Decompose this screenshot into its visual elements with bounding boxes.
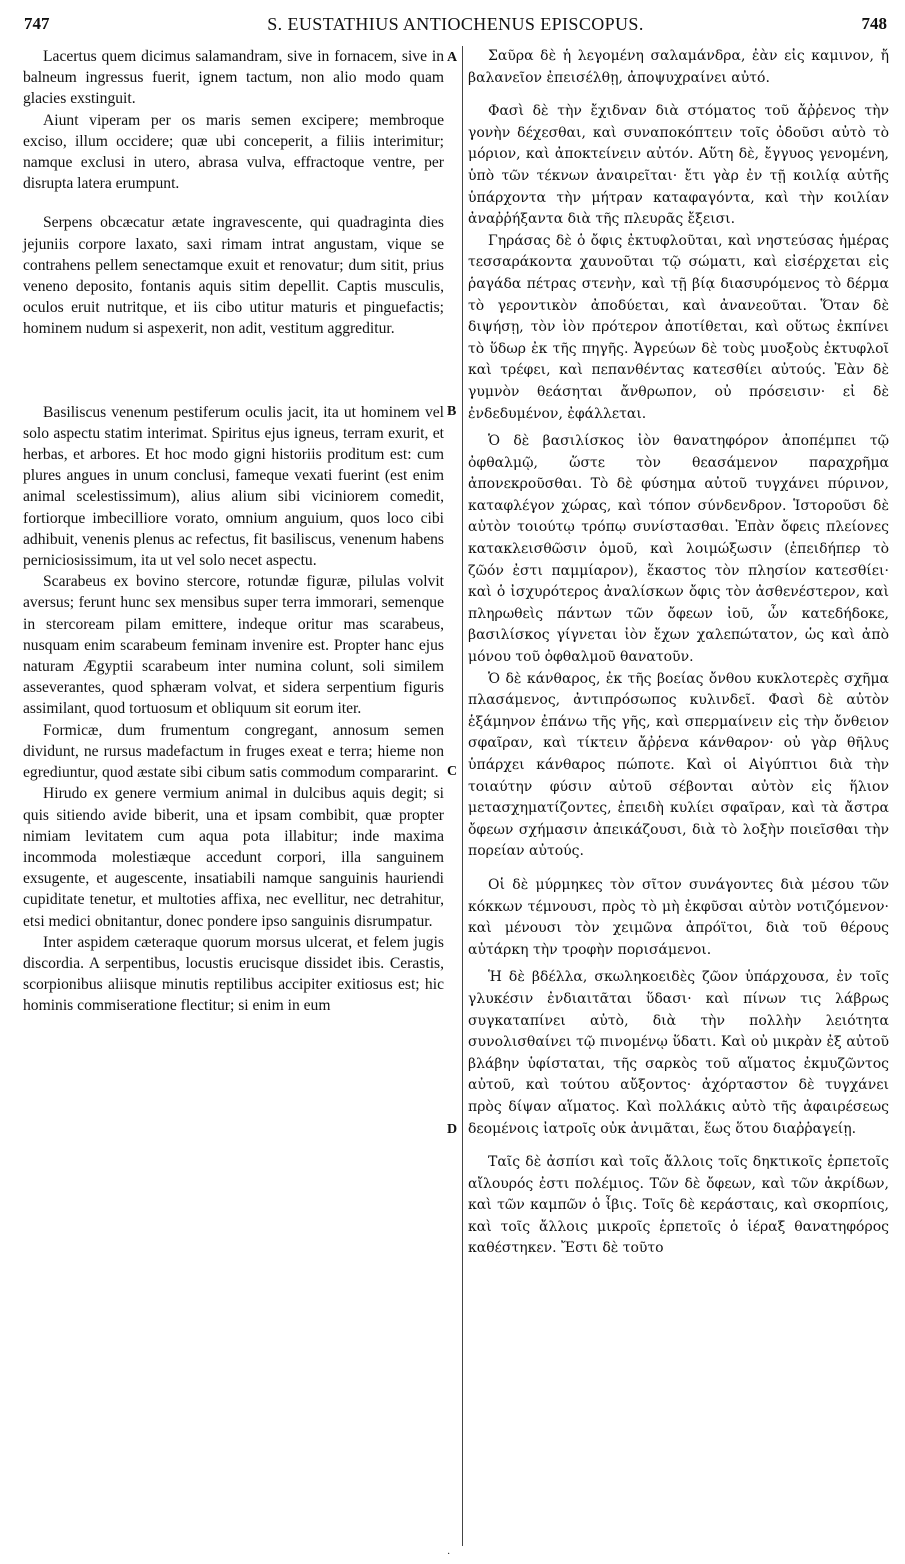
bottom-dot: · [447,1549,451,1560]
greek-column [468,46,889,1260]
margin-letter-c: C [447,764,458,779]
latin-paragraph-enmities: Inter aspidem cæteraque quorum morsus ulcerat, et felem jugis discordia. A serpentibus, locustis erucisque dissidet ibis. Cerastis, scorpionibus aliisque minutis reptilibus accipiter exitiosus est; hic hominis commiseratione flectitur; si enim in eum [23,933,444,1015]
greek-paragraph-basilisk: Ὁ δὲ βασιλίσκος ἰὸν θανατηφόρον ἀποπέμπει τῷ ὀφθαλμῷ, ὥστε τὸν θεασάμενον παραχρῆμα ἀπονεκροῦσθαι. Τὸ δὲ φύσημα αὐτοῦ τυγχάνει πύρινον, καταφλέγον χώρας, καὶ τόπον σύνδενδρον. Ἱστοροῦσι δὲ αὐτὸν τοιούτῳ τρόπῳ συνίστασθαι. Ἐπὰν ὄφεις πλείονες κατακλεισθῶσιν ὁμοῦ, καὶ λοιμώξωσιν (ἐπειδήπερ τὸ ζῶόν ἐστι παμμίαρον), ἕκαστος τὸν πλησίον κατεσθίει· καὶ ὁ ἰσχυρότερος ἀναλίσκων ὄφις τὸν ἀσθενέστερον, καὶ πληρωθεὶς πάντων τῶν ὄφεων ἰοῦ, ὧν κατεδήδοκε, βασιλίσκος γίγνεται ἰὸν ἔχων χαλεπώτατον, ὡς καὶ ἀπὸ μόνου τοῦ ὀφθαλμοῦ θανατοῦν. [468,433,889,666]
greek-paragraph-salamander: Σαῦρα δὲ ἡ λεγομένη σαλαμάνδρα, ἐὰν εἰς καμινον, ἤ βαλανεῖον ἐπεισέλθῃ, ἀποψυχραίνει αὐτό. [468,48,889,86]
latin-paragraph-serpent: Serpens obcæcatur ætate ingravescente, qui quadraginta dies jejuniis corpore laxato, saxi rimam intrat angustam, vique se contrahens pellem senectamque exuit et renovatur; dum sitit, prius veneno deposito, fontanis aquis sitim depellit. Captis musculis, oculos eruit nutritque, et iis cibo utitur maturis et pinguefactis; hominem nudum si aspexerit, non adit, vestitum aggreditur. [23,214,444,338]
greek-paragraph-viper: Φασὶ δὲ τὴν ἔχιδναν διὰ στόματος τοῦ ἄῤῥενος τὴν γονὴν δέχεσθαι, καὶ συναποκόπτειν τοῖς ὀδοῦσι αὐτὸ τὸ μόριον, καὶ ἀποκτείνειν αὐτόν. Αὕτη δὲ, ἔγγυος γενομένη, ὑπὸ τῶν τέκνων ἀναιρεῖται· ἔτι γὰρ ἐν τῇ κοιλίᾳ αὐτῆς ὑπάρχοντα τὴν μήτραν καταφαγόντα, καὶ τὴν κοιλίαν ἀναῤῥήξαντα διὰ τῆς πλευρᾶς ἔξεισι. [468,103,889,228]
latin-column [23,46,444,1017]
page-header [24,14,887,40]
margin-letter-a: A [447,50,458,65]
latin-paragraph-basilisk: Basiliscus venenum pestiferum oculis jacit, ita ut hominem vel solo aspectu statim interimat. Spiritus ejus igneus, terram exurit, et herbas, et arbores. Et hoc modo gigni historiis proditum est: cum plures angues in unum conclusi, fameque vexati fuerint (est enim animal scelestissimum), alius alium sibi viciniorem comedit, fortiorque imbecilliore vorato, omnium anguium, quos loco cibi adhibuit, venenis plenus ac refectus, fit basiliscus, venenum habens perniciosissimum, ita ut vel solo necet aspectu. [23,403,444,570]
greek-paragraph-ants: Οἱ δὲ μύρμηκες τὸν σῖτον συνάγοντες διὰ μέσου τῶν κόκκων τέμνουσι, πρὸς τὸ μὴ ἐκφῦσαι αὐτὸν νοτιζόμενον· καὶ μένουσι τὸν χειμῶνα ἀπρόϊτοι, διὰ τοῦ θέρους αὐτάρκη τὴν τροφὴν πορισάμενοι. [468,876,889,958]
greek-paragraph-scarab: Ὁ δὲ κάνθαρος, ἐκ τῆς βοείας ὄνθου κυκλοτερὲς σχῆμα πλασάμενος, ἀντιπρόσωπος κυλινδεῖ. Φασὶ δὲ αὐτὸν ἑξάμηνον ἐπάνω τῆς γῆς, καὶ σπερμαίνειν εἰς τὴν ὄνθειον σφαῖραν, καὶ τίκτειν ἄῤῥενα κάνθαρον· οὐ γὰρ θῆλυς ὑπάρχει κάνθαρος πώποτε. Καὶ οἱ Αἰγύπτιοι διὰ τὴν τοιαύτην φύσιν αὐτοῦ σέβονται αὐτὸν εἰς ἥλιον μετασχηματίζοντες, ἐπειδὴ κυλίει σφαῖραν, καὶ τὰ ἄστρα ὄφεων σχήμασιν ἀπεικάζουσι, διὰ τὸ λοξὴν ποιεῖσθαι τὴν πορείαν αὐτούς. [468,670,889,860]
latin-paragraph-viper: Aiunt viperam per os maris semen excipere; membroque exciso, illum occidere; quæ ubi conceperit, a filiis interimitur; namque exclusi in utero, abrasa vulva, effractoque ventre, per disrupta latera erumpunt. [23,111,444,193]
greek-paragraph-leech: Ἡ δὲ βδέλλα, σκωληκοειδὲς ζῶον ὑπάρχουσα, ἐν τοῖς γλυκέσιν ἐνδιαιτᾶται ὕδασι· καὶ πίνων τις λάβρως συγκαταπίνει αὐτὸ, διὰ τὴν πολλὴν λειότητα συνολισθαίνει τῷ πινομένῳ ὕδατι. Καὶ οὐ μικρὰν ἐξ αὐτοῦ βλάβην ὑφίσταται, τῆς σαρκὸς τοῦ αἵματος ἐκμυζῶντος αὐτοῦ, καὶ τούτου αὔξοντος· ἀχόρταστον δὲ τυγχάνει πρὸς δίψαν αἵματος. Καὶ πολλάκις αὐτὸ τῆς ἀφαιρέσεως δεομένοις ἰατροῖς οὐκ ἀνιμᾶται, ἕως ὅτου διαῤῥαγείῃ. [468,969,889,1137]
column-divider [462,46,463,1546]
latin-paragraph-leech: Hirudo ex genere vermium animal in dulcibus aquis degit; si quis sitiendo avide biberit, una et ipsam combibit, quæ propter nimiam levitatem cum aqua pota illabitur; inde maxima incommoda molestiæque accedunt corpori, illa sanguinem exsugente, et augescente, insatiabili namque sanguinis hauriendi cupiditate tenetur, et multoties affixa, nec evellitur, nec detrahitur, etsi medici obnitantur, donec pondere ipso sanguinis disrumpatur. [23,785,444,930]
margin-letter-b: B [447,404,457,419]
latin-paragraph-salamander: Lacertus quem dicimus salamandram, sive in fornacem, sive in balneum ingressus fuerit, ignem tactum, non alio modo quam glacies exstinguit. [23,48,444,108]
greek-paragraph-serpent: Γηράσας δὲ ὁ ὄφις ἐκτυφλοῦται, καὶ νηστεύσας ἡμέρας τεσσαράκοντα χαυνοῦται τῷ σώματι, καὶ εἰσέρχεται εἰς ῥαγάδα πέτρας στενὴν, καὶ τῇ βίᾳ διασυρόμενος τὸ δέρμα τὸ γεροντικὸν ἀποδύεται, καὶ ἀνανεοῦται. Ὅταν δὲ διψήσῃ, τὸν ἰὸν πρότερον ἀποτίθεται, καὶ οὕτως ἐκπίνει τὸ ὕδωρ ἐκ τῆς πηγῆς. Ἀγρεύων δὲ τοὺς μυοξοὺς ἐκτυφλοῖ καὶ τρέφει, καὶ πεπανθέντας κατεσθίει αὐτούς. Ἐὰν δὲ γυμνὸν θεάσηται ἄνθρωπον, οὐ πρόσεισιν· εἰ δὲ ἐνδεδυμένον, ἐφάλλεται. [468,232,889,422]
margin-letter-d: D [447,1122,458,1137]
latin-paragraph-scarab: Scarabeus ex bovino stercore, rotundæ figuræ, pilulas volvit aversus; ferunt hunc sex mensibus super terra immorari, semenque in stercoream pilam emittere, indeque oritur mas scarabeus, nusquam enim scarabeum feminam invenire est. Propter hanc ejus naturam Ægyptii scarabeum inter numina colunt, soli similem asseverantes, quod sphæram volvat, et sidera serpentium figuris assimilant, quod tortuosum et obliquum sit eorum iter. [23,573,444,718]
page-number-right: 748 [861,14,887,33]
page-number-left: 747 [24,14,50,33]
running-title: S. EUSTATHIUS ANTIOCHENUS EPISCOPUS. [267,14,644,34]
latin-paragraph-ants: Formicæ, dum frumentum congregant, annosum semen dividunt, ne rursus madefactum in fruges exeat e terra; hieme non egrediuntur, quod æstate sibi cibum satis commodum compararint. [23,721,444,782]
greek-paragraph-enmities: Ταῖς δὲ ἀσπίσι καὶ τοῖς ἄλλοις τοῖς δηκτικοῖς ἑρπετοῖς αἴλουρός ἐστι πολέμιος. Τῶν δὲ ὄφεων, καὶ τῶν ἀκρίδων, καὶ τῶν καμπῶν ὁ ἶβις. Τοῖς δὲ κεράσταις, καὶ σκορπίοις, καὶ τοῖς ἄλλοις μικροῖς ἑρπετοῖς ὁ ἱέραξ θανατηφόρος καθέστηκεν. Ἔστι δὲ τοῦτο [468,1154,889,1257]
